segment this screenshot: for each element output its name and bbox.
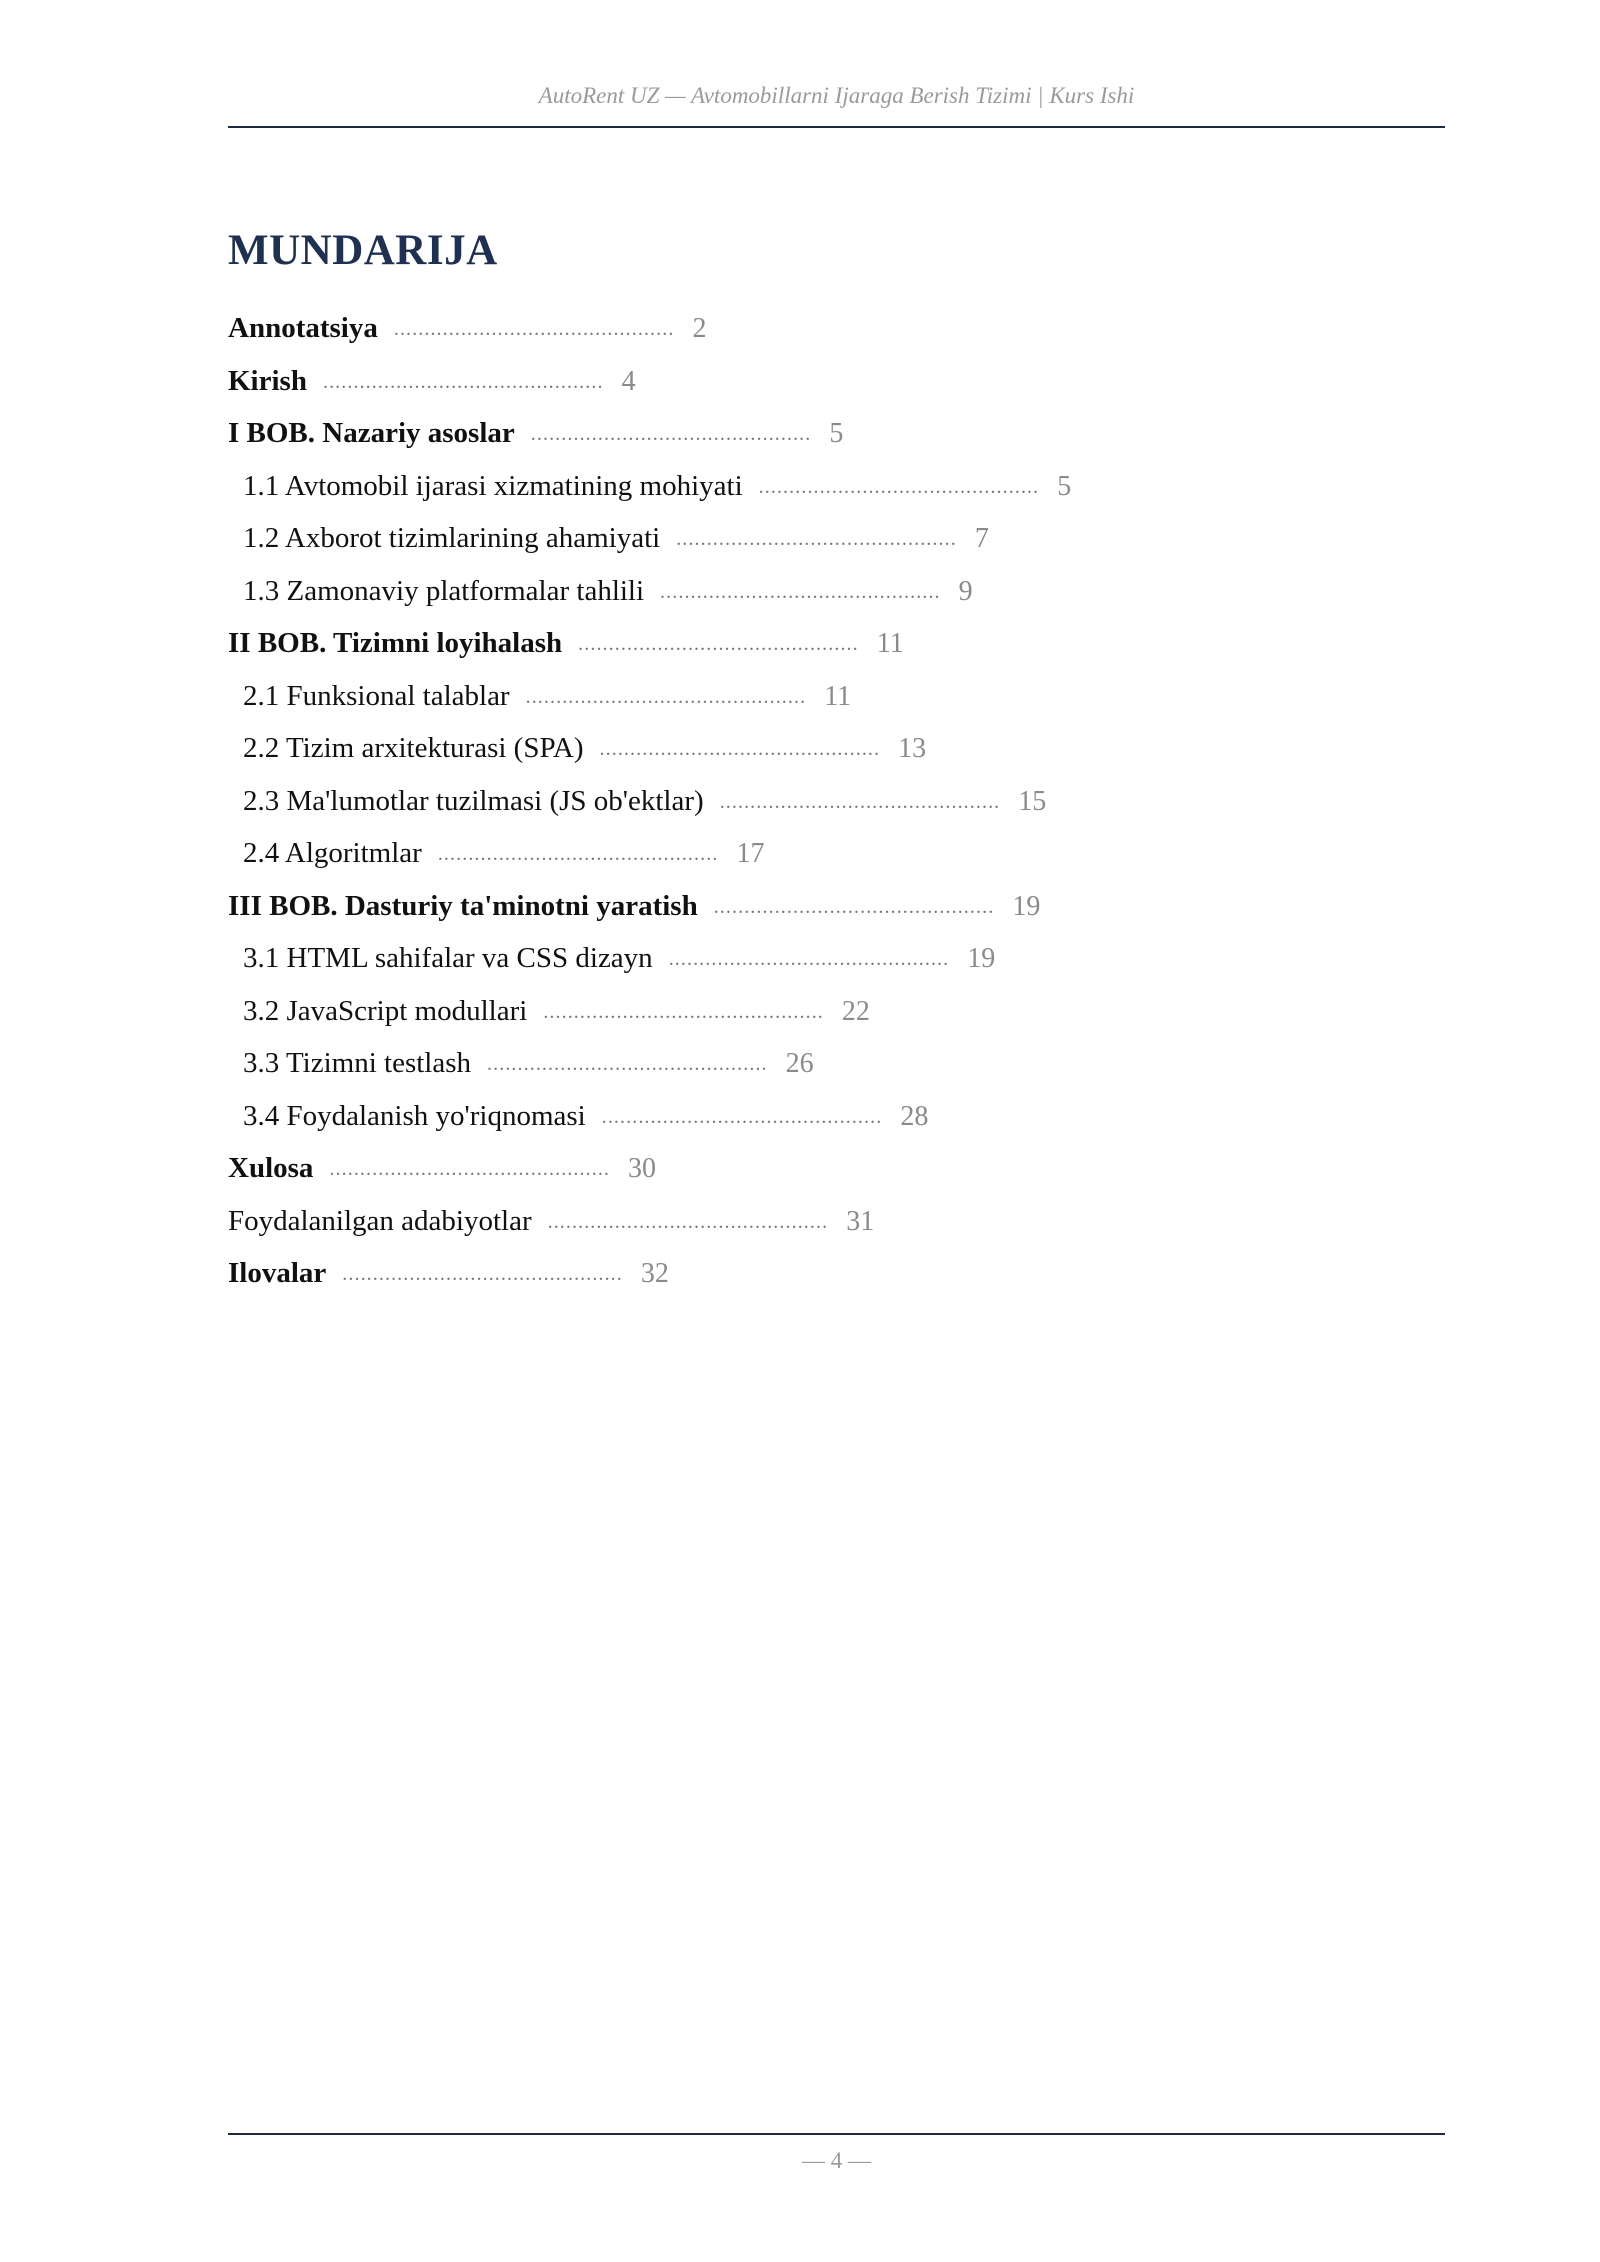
toc-entry-page: 11 bbox=[876, 628, 904, 659]
toc-entry[interactable] bbox=[228, 302, 1445, 355]
toc-entry-label: Foydalanilgan adabiyotlar bbox=[228, 1204, 532, 1237]
toc-dot-leader: .............................................. bbox=[668, 948, 950, 970]
toc-entry-page: 13 bbox=[898, 733, 927, 764]
toc-dot-leader: .............................................. bbox=[525, 685, 807, 708]
toc-entry[interactable] bbox=[228, 355, 1445, 408]
page-number: — 4 — bbox=[802, 2148, 871, 2173]
toc-entry[interactable] bbox=[228, 565, 1445, 618]
toc-dot-leader: .............................................. bbox=[393, 318, 675, 340]
toc-entry-page: 15 bbox=[1018, 785, 1047, 817]
toc-entry-page: 7 bbox=[974, 523, 989, 554]
toc-entry[interactable] bbox=[228, 1195, 1445, 1248]
toc-entry[interactable] bbox=[228, 827, 1445, 880]
toc-entry-label: 1.2 Axborot tizimlarining ahamiyati bbox=[243, 522, 661, 554]
toc-entry-page: 5 bbox=[829, 418, 844, 449]
toc-entry-page: 5 bbox=[1057, 470, 1072, 502]
toc-entry[interactable] bbox=[228, 1090, 1445, 1143]
toc-entry[interactable] bbox=[228, 617, 1445, 670]
toc-entry-page: 9 bbox=[958, 575, 973, 607]
toc-entry-page: 2 bbox=[692, 313, 707, 344]
toc-entry-page: 31 bbox=[846, 1205, 875, 1237]
toc-entry[interactable] bbox=[228, 512, 1445, 565]
toc-dot-leader: .............................................. bbox=[660, 580, 941, 603]
toc-dot-leader: .............................................. bbox=[713, 895, 995, 918]
toc-entry-page: 32 bbox=[640, 1258, 669, 1289]
toc-dot-leader: .............................................. bbox=[758, 475, 1040, 498]
toc-entry-label: 3.1 HTML sahifalar va CSS dizayn bbox=[243, 942, 653, 974]
toc-entry[interactable] bbox=[228, 1247, 1445, 1300]
running-header-title: AutoRent UZ — Avtomobillarni Ijaraga Berish Tizimi | Kurs Ishi bbox=[538, 83, 1135, 108]
toc-dot-leader: .............................................. bbox=[601, 1105, 883, 1128]
toc-entry-page: 19 bbox=[1012, 890, 1041, 922]
toc-entry[interactable] bbox=[228, 460, 1445, 513]
toc-title: MUNDARIJA bbox=[228, 227, 498, 274]
toc-dot-leader: .............................................. bbox=[530, 423, 812, 445]
toc-entry-page: 22 bbox=[841, 995, 870, 1027]
toc-dot-leader: .............................................. bbox=[543, 1000, 824, 1023]
toc-entry-page: 11 bbox=[824, 680, 852, 712]
toc-dot-leader: .............................................. bbox=[342, 1263, 623, 1285]
toc-entry-label: 2.1 Funksional talablar bbox=[243, 679, 510, 712]
page-footer bbox=[228, 2133, 1445, 2181]
toc-entry-page: 4 bbox=[621, 365, 636, 397]
toc-entry-label: 3.3 Tizimni testlash bbox=[243, 1047, 472, 1079]
toc-entry-label: I BOB. Nazariy asoslar bbox=[228, 417, 515, 449]
toc-dot-leader: .............................................. bbox=[322, 370, 604, 393]
page-header bbox=[228, 83, 1445, 128]
toc-dot-leader: .............................................. bbox=[329, 1158, 611, 1180]
toc-entry-label: Xulosa bbox=[228, 1152, 314, 1184]
toc-dot-leader: .............................................. bbox=[599, 738, 881, 760]
toc-entry-label: III BOB. Dasturiy ta'minotni yaratish bbox=[228, 889, 698, 922]
table-of-contents bbox=[228, 302, 1445, 1300]
toc-entry-label: Annotatsiya bbox=[228, 312, 378, 344]
toc-entry-label: 2.2 Tizim arxitekturasi (SPA) bbox=[243, 732, 584, 764]
toc-dot-leader: .............................................. bbox=[437, 843, 719, 865]
toc-entry-label: 1.3 Zamonaviy platformalar tahlili bbox=[243, 574, 645, 607]
toc-entry-label: 2.3 Ma'lumotlar tuzilmasi (JS ob'ektlar) bbox=[243, 784, 704, 817]
toc-entry[interactable] bbox=[228, 722, 1445, 775]
toc-entry-label: 3.4 Foydalanish yo'riqnomasi bbox=[243, 1099, 586, 1132]
toc-dot-leader: .............................................. bbox=[578, 633, 859, 655]
toc-entry[interactable] bbox=[228, 775, 1445, 828]
toc-entry-page: 30 bbox=[628, 1153, 657, 1184]
toc-entry-label: 3.2 JavaScript modullari bbox=[243, 994, 528, 1027]
toc-dot-leader: .............................................. bbox=[547, 1210, 829, 1233]
toc-entry-label: 2.4 Algoritmlar bbox=[243, 837, 422, 869]
toc-dot-leader: .............................................. bbox=[487, 1053, 768, 1075]
toc-entry-page: 17 bbox=[736, 838, 765, 869]
toc-entry-label: II BOB. Tizimni loyihalash bbox=[228, 627, 563, 659]
toc-entry[interactable] bbox=[228, 407, 1445, 460]
toc-entry[interactable] bbox=[228, 985, 1445, 1038]
toc-dot-leader: .............................................. bbox=[676, 528, 957, 550]
toc-entry-page: 26 bbox=[785, 1048, 814, 1079]
toc-entry[interactable] bbox=[228, 670, 1445, 723]
toc-entry[interactable] bbox=[228, 1142, 1445, 1195]
toc-entry-label: 1.1 Avtomobil ijarasi xizmatining mohiyati bbox=[243, 469, 743, 502]
toc-entry-page: 19 bbox=[967, 943, 996, 974]
toc-entry[interactable] bbox=[228, 880, 1445, 933]
toc-entry-page: 28 bbox=[900, 1100, 929, 1132]
toc-dot-leader: .............................................. bbox=[719, 790, 1001, 813]
toc-entry[interactable] bbox=[228, 1037, 1445, 1090]
toc-entry[interactable] bbox=[228, 932, 1445, 985]
toc-entry-label: Kirish bbox=[228, 364, 307, 397]
toc-entry-label: Ilovalar bbox=[228, 1257, 327, 1289]
